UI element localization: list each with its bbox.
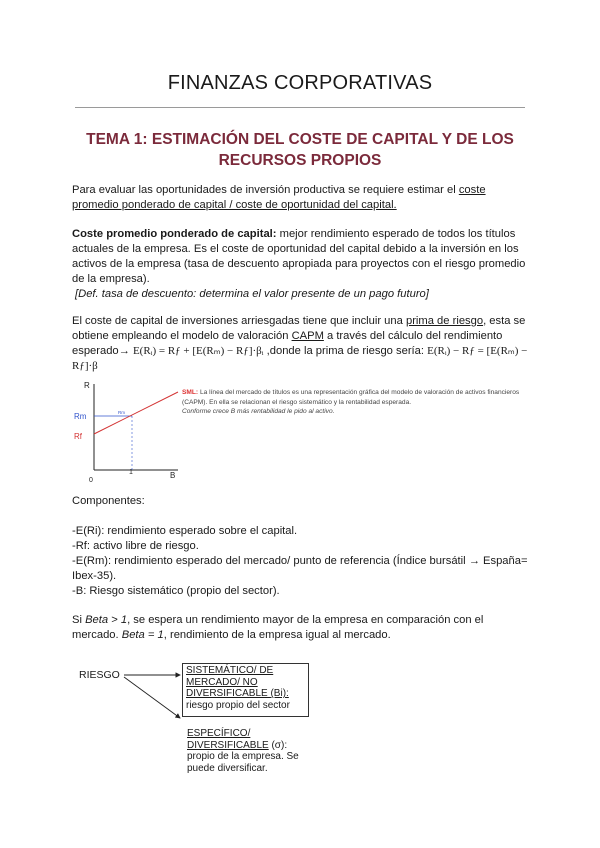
sml-text-2: Conforme crece B más rentabilidad le pido al activo.: [182, 408, 335, 415]
specific-risk-title: ESPECÍFICO/ DIVERSIFICABLE: [187, 728, 269, 751]
page-title: FINANZAS CORPORATIVAS: [167, 72, 433, 94]
specific-risk-box: [184, 726, 306, 784]
topic-heading: TEMA 1: ESTIMACIÓN DEL COSTE DE CAPITAL Y DE LOS RECURSOS PROPIOS: [86, 131, 514, 169]
capm-text-1: El coste de capital de inversiones arriesgadas tiene que incluir una: [72, 315, 406, 327]
list-item: -E(Rm): rendimiento esperado del mercado/ punto de referencia (Índice bursátil → España= Ibex-35).: [72, 555, 528, 582]
specific-risk-text: propio de la empresa. Se puede diversificar.: [187, 751, 299, 774]
components-heading: Componentes:: [72, 495, 145, 507]
definition-note: [Def. tasa de descuento: determina el valor presente de un pago futuro]: [75, 288, 429, 300]
list-item: -E(Ri): rendimiento esperado sobre el capital.: [72, 525, 298, 537]
beta-cond-2: Beta = 1: [121, 629, 164, 641]
systematic-risk-box: [182, 663, 309, 717]
definition-term: Coste promedio ponderado de capital:: [72, 228, 277, 240]
beta-text-2: , se espera un rendimiento mayor de la empresa en comparación con el mercado.: [72, 614, 484, 641]
capm-formula: E(Rᵢ) = Rƒ + [E(Rₘ) − Rƒ]·βᵢ: [132, 345, 264, 357]
beta-cond-1: Beta > 1: [85, 614, 128, 626]
x-tick-0: 0: [89, 477, 93, 484]
rm-annotation: Rm: [118, 410, 125, 415]
intro-link[interactable]: coste promedio ponderado de capital / coste de oportunidad del capital.: [72, 184, 486, 211]
rm-marker-label: Rm: [74, 412, 87, 421]
sml-label: SML:: [182, 389, 199, 396]
arrow-to-specific: [124, 677, 180, 718]
capm-text-4: ,donde la prima de riesgo sería:: [263, 345, 428, 357]
capm-link[interactable]: CAPM: [291, 330, 324, 342]
systematic-risk-text: riesgo propio del sector: [186, 699, 290, 711]
rf-marker-label: Rf: [74, 432, 82, 441]
list-item: -Rf: activo libre de riesgo.: [72, 540, 199, 552]
intro-text: Para evaluar las oportunidades de inversión productiva se requiere estimar el: [72, 184, 459, 196]
list-item: -B: Riesgo sistemático (propio del sector).: [72, 585, 280, 597]
definition-text: mejor rendimiento esperado de todos los títulos actuales de la empresa. Es el coste de oportunidad del capital debido a la inversión en los activos de la empresa (tasa de descuento apropiada para proyectos con el riesgo promedio de la empresa).: [72, 228, 526, 285]
capm-text-2: , esta se obtiene empleando el modelo de valoración: [72, 315, 526, 342]
risk-premium-link[interactable]: prima de riesgo: [405, 315, 484, 327]
beta-text-1: Si: [72, 614, 86, 626]
specific-risk-symbol: (σ):: [268, 739, 288, 751]
y-axis-label: R: [84, 381, 90, 390]
x-axis-label: B: [170, 471, 176, 480]
systematic-risk-title: SISTEMÁTICO/ DE MERCADO/ NO DIVERSIFICABLE (Bi):: [186, 665, 289, 699]
capm-text-3: a través del cálculo del rendimiento esperado→: [72, 330, 503, 357]
risk-root-label: RIESGO: [79, 669, 120, 681]
risk-premium-formula: E(Rᵢ) − Rƒ = [E(Rₘ) − Rƒ]·β: [72, 345, 528, 372]
beta-text-3: , rendimiento de la empresa igual al mercado.: [163, 629, 391, 641]
x-tick-1: 1: [129, 469, 133, 476]
sml-text: La línea del mercado de títulos es una representación gráfica del modelo de valoración de activos financieros (CAPM). En ella se relacionan el riesgo sistemático y la rentabilidad esperada.: [182, 389, 520, 406]
